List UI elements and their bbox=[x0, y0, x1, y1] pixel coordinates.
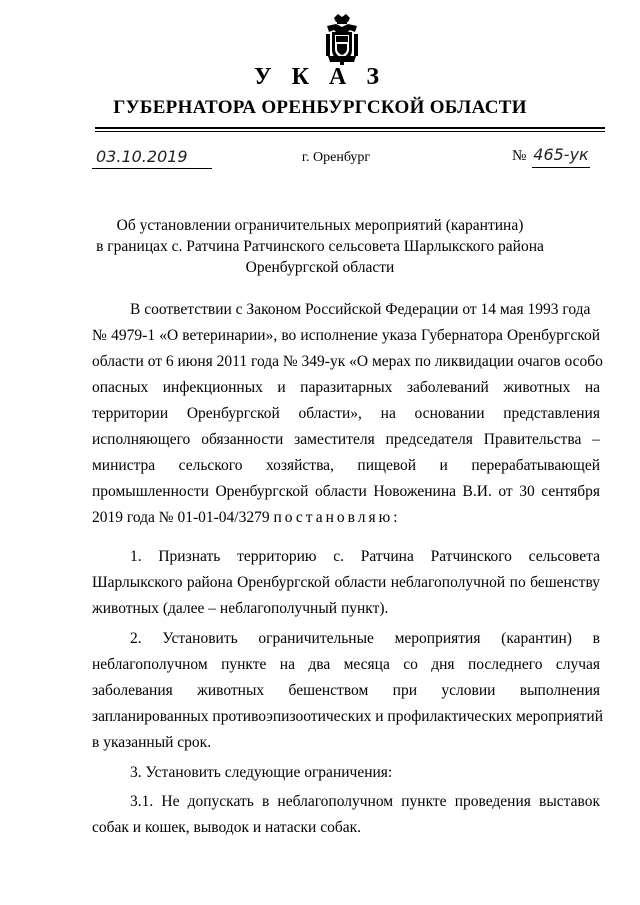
decree-number-label: № bbox=[512, 148, 527, 164]
preamble-line: промышленности Оренбургской области Новоженина В.И. от 30 сентября bbox=[92, 483, 600, 500]
item-1-line: животных (далее – неблагополучный пункт). bbox=[92, 600, 389, 617]
preamble-last-text: 2019 года № 01-01-04/3279 bbox=[92, 509, 270, 526]
header-divider bbox=[95, 127, 605, 129]
item-2-line: запланированных противоэпизоотических и профилактических мероприятий bbox=[92, 708, 603, 725]
preamble-line: области от 6 июня 2011 года № 349-ук «О мерах по ликвидации очагов особо bbox=[92, 353, 603, 370]
item-2-line: неблагополучном пункте на два месяца со дня последнего случая bbox=[92, 656, 600, 673]
header-divider-thin bbox=[95, 131, 605, 132]
preamble-last-line bbox=[92, 505, 600, 531]
subject-line: в границах с. Ратчина Ратчинского сельсовета Шарлыкского района bbox=[96, 238, 544, 255]
preamble-line: министра сельского хозяйства, пищевой и перерабатывающей bbox=[92, 457, 600, 474]
decree-word: постановляю: bbox=[273, 509, 401, 526]
preamble-line: В соответствии с Законом Российской Федерации от 14 мая 1993 года bbox=[130, 301, 591, 318]
coat-of-arms-icon bbox=[324, 12, 360, 66]
item-2-line: в указанный срок. bbox=[92, 734, 212, 751]
preamble-line: исполняющего обязанности заместителя председателя Правительства – bbox=[92, 431, 600, 448]
item-1-line: Шарлыкского района Оренбургской области неблагополучной по бешенству bbox=[92, 574, 600, 591]
subject-line: Оренбургской области bbox=[245, 259, 395, 276]
item-3-1-line: собак и кошек, выводок и натаски собак. bbox=[92, 819, 362, 836]
decree-subject bbox=[0, 215, 640, 278]
item-2-line: заболевания животных бешенством при условии выполнения bbox=[92, 682, 600, 699]
item-1-line: 1. Признать территорию с. Ратчина Ратчинского сельсовета bbox=[130, 548, 600, 565]
subject-line: Об установлении ограничительных мероприятий (карантина) bbox=[116, 217, 524, 234]
item-2-line: 2. Установить ограничительные мероприятия (карантин) в bbox=[130, 630, 600, 647]
decree-number: 465-ук bbox=[532, 145, 590, 168]
preamble-line: № 4979-1 «О ветеринарии», во исполнение указа Губернатора Оренбургской bbox=[92, 327, 600, 344]
document-type-title: У К А З bbox=[253, 64, 386, 90]
item-3-1-line: 3.1. Не допускать в неблагополучном пункте проведения выставок bbox=[130, 793, 600, 810]
preamble-line: территории Оренбургской области», на основании представления bbox=[92, 405, 600, 422]
item-3-line: 3. Установить следующие ограничения: bbox=[130, 764, 393, 781]
issuer-title: ГУБЕРНАТОРА ОРЕНБУРГСКОЙ ОБЛАСТИ bbox=[113, 97, 527, 118]
preamble-line: опасных инфекционных и паразитарных заболеваний животных на bbox=[92, 379, 600, 396]
decree-city: г. Оренбург bbox=[301, 150, 371, 165]
decree-date: 03.10.2019 bbox=[92, 147, 212, 169]
